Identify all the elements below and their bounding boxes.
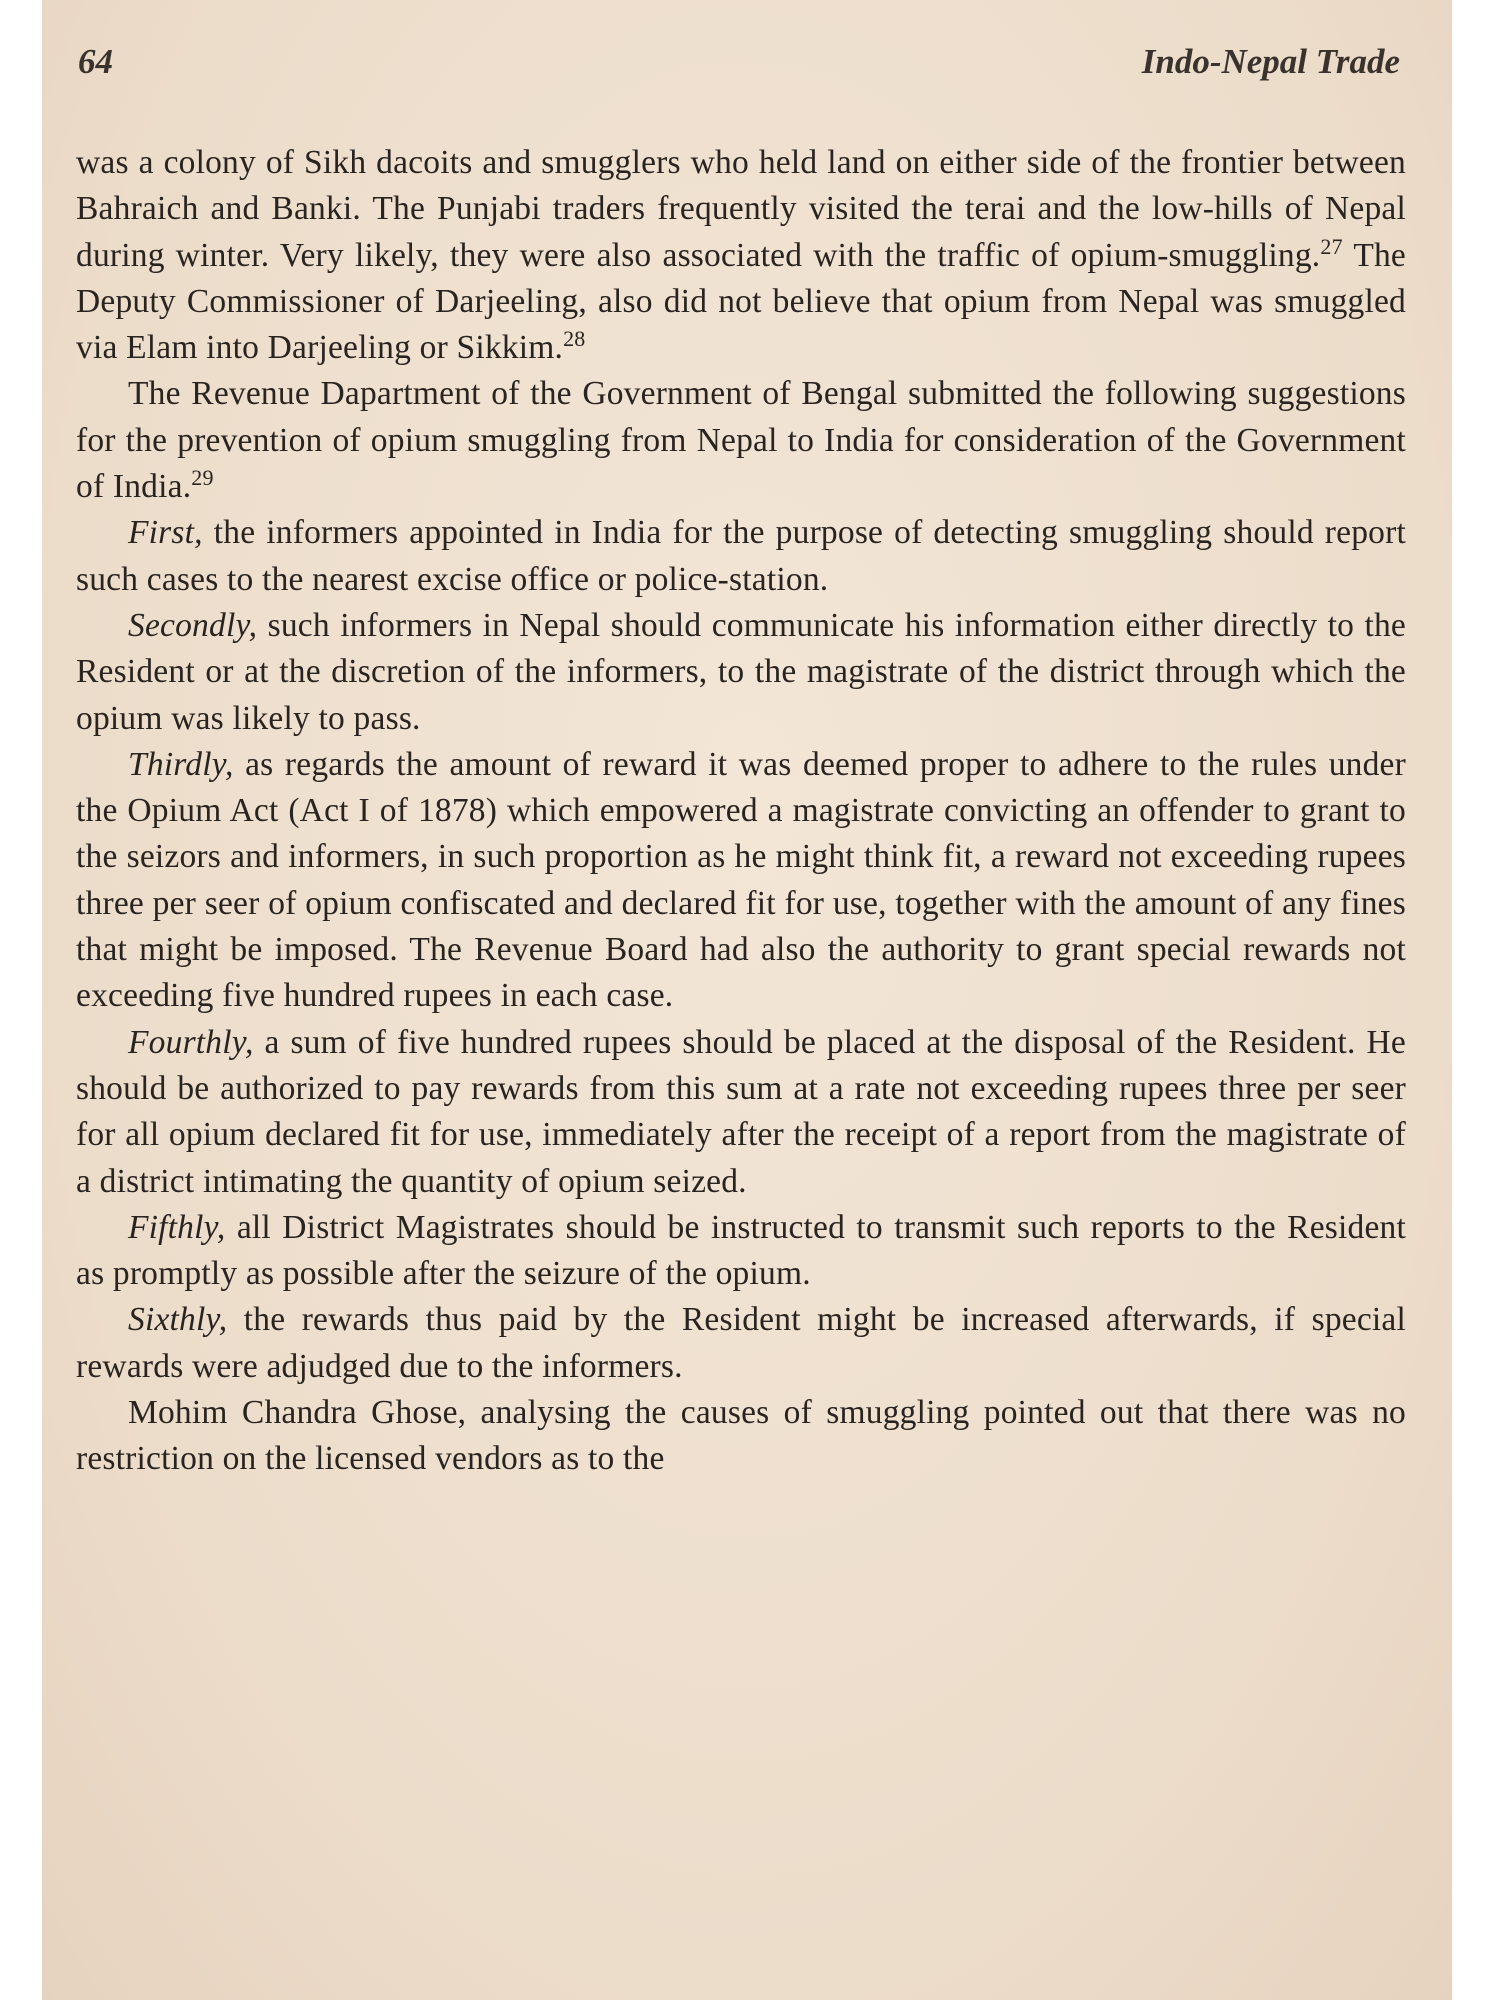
paragraph-thirdly: Thirdly, as regards the amount of reward it was deemed proper to adhere to the rules under the Opium Act (Act I of 1878) which empowered a magistrate convicting an offender to grant to the seizors and informers, in such proportion as he might think fit, a reward not exceeding rupees three per seer of opium confiscated and declared fit for use, together with the amount of any fines that might be imposed. The Revenue Board had also the authority to grant special rewards not exceeding five hundred rupees in each case. xyxy=(76,745,1406,1015)
paragraph-1: was a colony of Sikh dacoits and smugglers who held land on either side of the frontier between Bahraich and Banki. The Punjabi traders frequently visited the terai and the low-hills of Nepal during winter. Very likely, they were also associated with the traffic of opium-smuggling.$^{27}$ The Deputy Commissioner of Darjeeling, also did not believe that opium from Nepal was smuggled via Elam into Darjeeling or Sikkim.$^{28}$ xyxy=(76,144,1406,367)
paragraph-first: First, the informers appointed in India for the purpose of detecting smuggling should report such cases to the nearest excise office or police-station. xyxy=(76,514,1406,598)
paragraph-2: The Revenue Dapartment of the Government of Bengal submitted the following suggestions for the prevention of opium smuggling from Nepal to India for consideration of the Government of India.$^{29}$ xyxy=(76,375,1406,506)
paragraph-lead: Fourthly, xyxy=(128,1023,254,1061)
running-title: Indo-Nepal Trade xyxy=(1141,42,1400,81)
paragraph-lead: Secondly, xyxy=(128,606,258,644)
paragraph-fourthly: Fourthly, a sum of five hundred rupees should be placed at the disposal of the Resident. He should be authorized to pay rewards from this sum at a rate not exceeding rupees three per seer for all opium declared fit for use, immediately after the receipt of a report from the magistrate of a district intimating the quantity of opium seized. xyxy=(76,1023,1406,1200)
page-header xyxy=(78,42,1400,92)
paragraph-sixthly: Sixthly, the rewards thus paid by the Resident might be increased afterwards, if special rewards were adjudged due to the informers. xyxy=(76,1301,1406,1385)
footnote-ref-27: 27 xyxy=(1320,233,1343,259)
footnote-ref-28: 28 xyxy=(563,326,586,352)
body-text xyxy=(76,140,1406,1483)
page-number: 64 xyxy=(78,42,113,81)
book-page xyxy=(42,0,1452,2000)
paragraph-lead: Fifthly, xyxy=(128,1208,226,1246)
paragraph-secondly: Secondly, such informers in Nepal should communicate his information either directly to the Resident or at the discretion of the informers, to the magistrate of the district through which the opium was likely to pass. xyxy=(76,606,1406,737)
footnote-ref-29: 29 xyxy=(191,465,214,491)
paragraph-lead: Thirdly, xyxy=(128,745,234,783)
paragraph-mohim: Mohim Chandra Ghose, analysing the causes of smuggling pointed out that there was no restriction on the licensed vendors as to the xyxy=(76,1394,1406,1478)
paragraph-fifthly: Fifthly, all District Magistrates should be instructed to transmit such reports to the Resident as promptly as possible after the seizure of the opium. xyxy=(76,1208,1406,1293)
paragraph-lead: First, xyxy=(128,514,203,552)
paragraph-lead: Sixthly, xyxy=(128,1301,228,1339)
